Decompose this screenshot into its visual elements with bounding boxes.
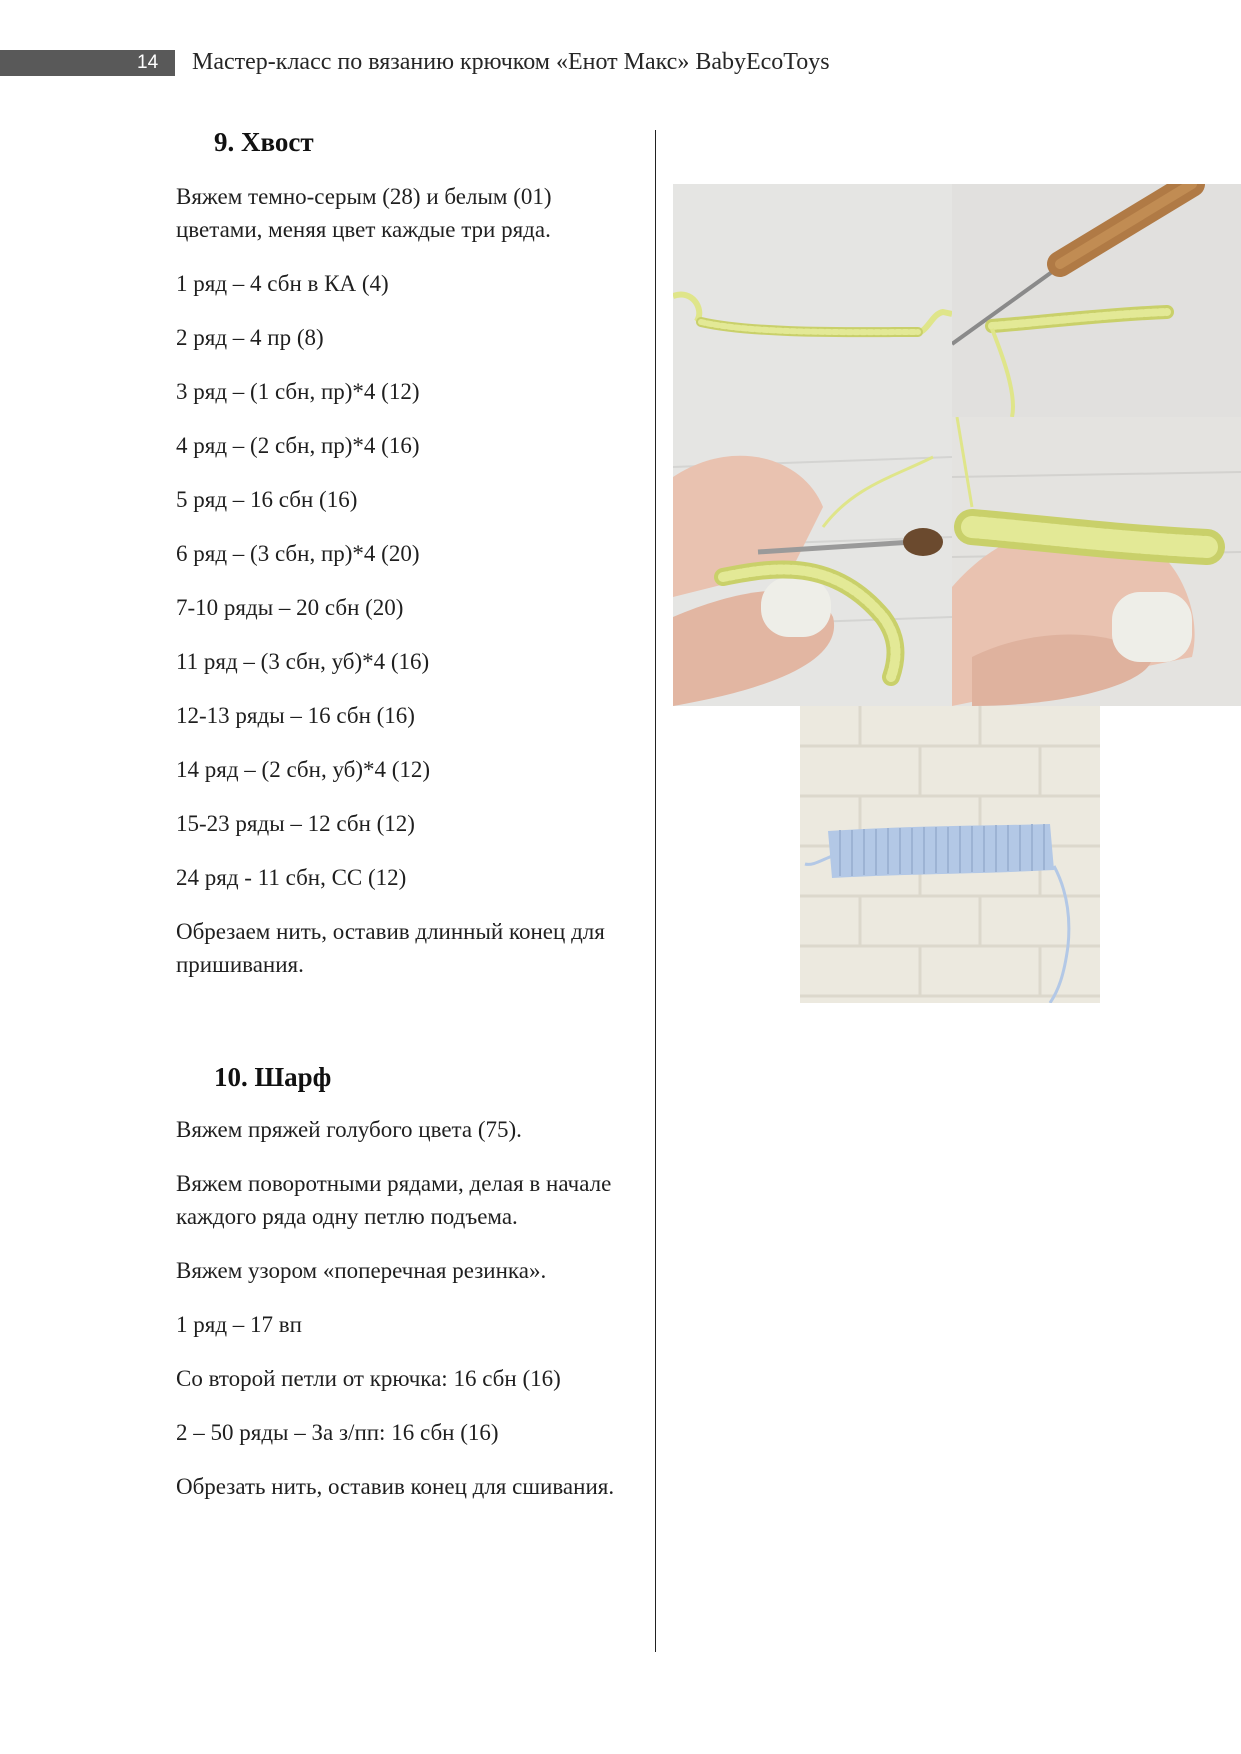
scarf-outro: Обрезать нить, оставив конец для сшивания.: [176, 1474, 615, 1499]
section-heading-scarf: 10. Шарф: [214, 1062, 332, 1092]
scarf-from-hook: Со второй петли от крючка: 16 сбн (16): [176, 1366, 561, 1391]
photo-blue-scarf: [800, 706, 1100, 1003]
section-scarf: [176, 1062, 626, 1503]
tail-intro: Вяжем темно-серым (28) и белым (01) цветами, меняя цвет каждые три ряда.: [176, 184, 552, 242]
document-title: Мастер-класс по вязанию крючком «Енот Макс» BabyEcoToys: [192, 49, 830, 75]
tail-rows-list: [176, 267, 626, 894]
section-heading-tail: 9. Хвост: [214, 127, 314, 157]
tail-row: 2 ряд – 4 пр (8): [176, 325, 324, 350]
scarf-method: Вяжем поворотными рядами, делая в начале каждого ряда одну петлю подъема.: [176, 1171, 612, 1229]
scarf-row-1: 1 ряд – 17 вп: [176, 1312, 302, 1337]
scarf-rows-rest: 2 – 50 ряды – За з/пп: 16 сбн (16): [176, 1420, 499, 1445]
tail-row: 6 ряд – (3 сбн, пр)*4 (20): [176, 541, 420, 566]
tail-row: 7-10 ряды – 20 сбн (20): [176, 595, 404, 620]
photo-hook-strip: [952, 184, 1241, 417]
tail-row: 3 ряд – (1 сбн, пр)*4 (12): [176, 379, 420, 404]
tail-row: 24 ряд - 11 сбн, СС (12): [176, 865, 407, 890]
photo-yarn-chain: [673, 184, 952, 417]
scarf-yarn: Вяжем пряжей голубого цвета (75).: [176, 1117, 522, 1142]
section-tail: [176, 127, 626, 981]
tail-row: 11 ряд – (3 сбн, уб)*4 (16): [176, 649, 430, 674]
photo-hand-hook: [673, 417, 952, 706]
page-number: 14: [137, 52, 159, 73]
photo-hand-strip: [952, 417, 1241, 706]
tail-row: 4 ряд – (2 сбн, пр)*4 (16): [176, 433, 420, 458]
scarf-pattern: Вяжем узором «поперечная резинка».: [176, 1258, 547, 1283]
tail-row: 5 ряд – 16 сбн (16): [176, 487, 358, 512]
tail-row: 1 ряд – 4 сбн в КА (4): [176, 271, 389, 296]
tail-row: 12-13 ряды – 16 сбн (16): [176, 703, 415, 728]
tail-outro: Обрезаем нить, оставив длинный конец для пришивания.: [176, 919, 605, 977]
column-divider: [655, 130, 656, 1652]
tail-row: 15-23 ряды – 12 сбн (12): [176, 811, 415, 836]
tail-row: 14 ряд – (2 сбн, уб)*4 (12): [176, 757, 431, 782]
